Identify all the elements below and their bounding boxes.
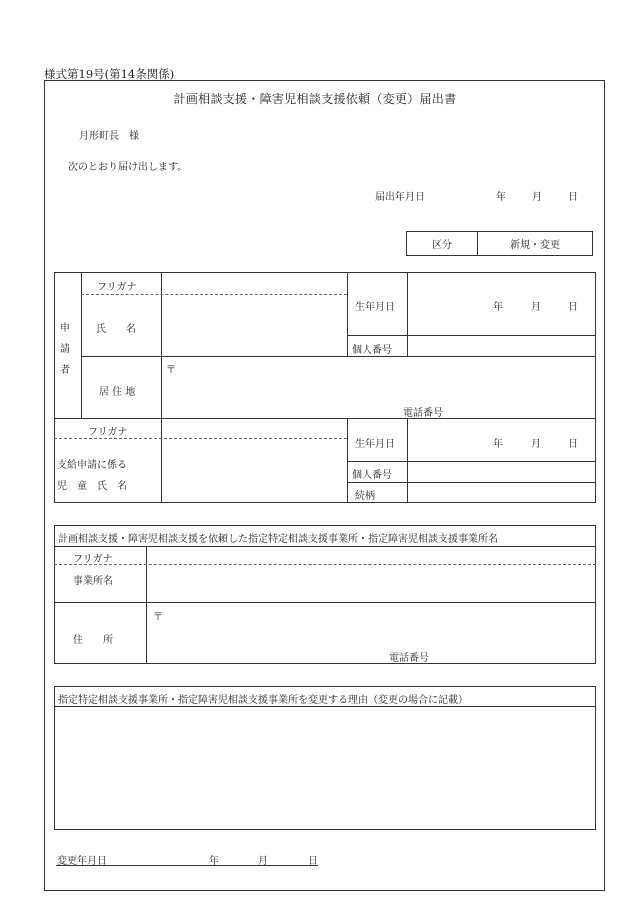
office-furigana-label: フリガナ	[73, 554, 113, 565]
child-name-label-line2: 児 童 氏 名	[57, 481, 127, 492]
child-birth-label: 生年月日	[355, 439, 395, 450]
category-value[interactable]: 新規・変更	[510, 240, 560, 251]
applicant-furigana-label: フリガナ	[97, 282, 137, 293]
applicant-postal-mark: 〒	[166, 365, 176, 376]
applicant-phone-label: 電話番号	[403, 408, 443, 419]
applicant-personal-number-field[interactable]	[408, 337, 595, 355]
office-postal-mark: 〒	[153, 612, 163, 623]
reason-field[interactable]	[55, 708, 595, 829]
child-personal-number-field[interactable]	[408, 463, 595, 481]
applicant-group-label: 申 請 者	[60, 323, 70, 376]
applicant-birth-month[interactable]: 月	[531, 302, 541, 313]
applicant-residence-field[interactable]	[162, 358, 595, 416]
submission-day-field[interactable]: 日	[568, 192, 578, 203]
notice-text: 次のとおり届け出します。	[68, 162, 188, 173]
office-address-field[interactable]	[147, 604, 595, 663]
office-name-field[interactable]	[147, 548, 595, 601]
applicant-name-label: 氏 名	[96, 324, 136, 335]
submission-year-field[interactable]: 年	[496, 192, 506, 203]
change-date-day[interactable]: 日	[308, 856, 318, 867]
applicant-birth-label: 生年月日	[355, 302, 395, 313]
addressee: 月形町長 様	[79, 131, 139, 142]
child-birth-day[interactable]: 日	[568, 439, 578, 450]
reason-heading: 指定特定相談支援事業所・指定障害児相談支援事業所を変更する理由（変更の場合に記載）	[58, 695, 468, 706]
child-personal-number-label: 個人番号	[352, 470, 392, 481]
category-box	[406, 231, 593, 256]
change-date-year[interactable]: 年	[209, 856, 219, 867]
applicant-birth-day[interactable]: 日	[568, 302, 578, 313]
child-furigana-label: フリガナ	[88, 427, 128, 438]
child-name-field[interactable]	[162, 420, 346, 502]
category-label: 区分	[407, 232, 478, 255]
child-birth-year[interactable]: 年	[493, 439, 503, 450]
child-birth-month[interactable]: 月	[531, 439, 541, 450]
child-relation-field[interactable]	[408, 484, 595, 502]
submission-date-label: 届出年月日	[375, 192, 425, 203]
form-number: 様式第19号(第14条関係)	[44, 67, 175, 81]
child-name-label-line1: 支給申請に係る	[57, 460, 127, 471]
applicant-residence-label: 居 住 地	[99, 387, 136, 398]
applicant-name-field[interactable]	[162, 274, 346, 354]
applicant-birth-year[interactable]: 年	[493, 302, 503, 313]
change-date-month[interactable]: 月	[258, 856, 268, 867]
change-date-label: 変更年月日	[57, 856, 107, 867]
office-heading: 計画相談支援・障害児相談支援を依頼した指定特定相談支援事業所・指定障害児相談支援事業所名	[58, 534, 498, 545]
submission-month-field[interactable]: 月	[532, 192, 542, 203]
child-relation-label: 続柄	[355, 491, 375, 502]
office-name-label: 事業所名	[73, 576, 113, 587]
applicant-personal-number-label: 個人番号	[352, 345, 392, 356]
office-phone-label: 電話番号	[389, 653, 429, 664]
form-title: 計画相談支援・障害児相談支援依頼（変更）届出書	[173, 92, 457, 106]
office-address-label: 住 所	[73, 635, 113, 646]
